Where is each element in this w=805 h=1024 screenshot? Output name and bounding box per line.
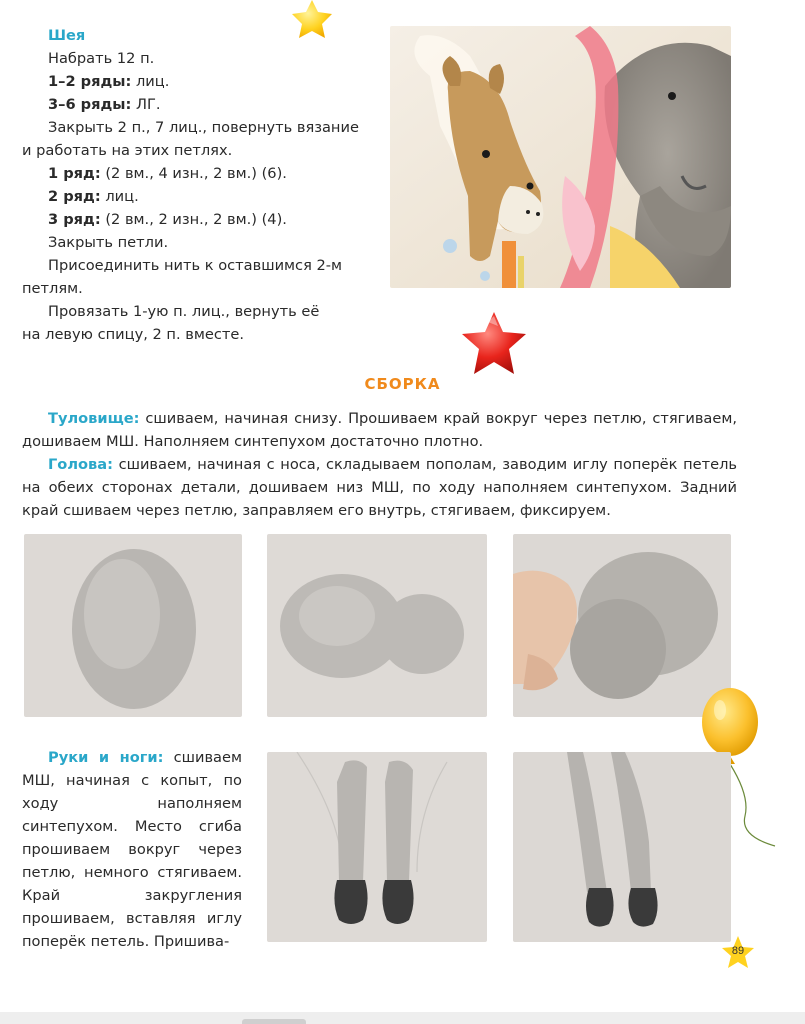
head-photo [267,534,487,717]
head-stitching-photo [513,534,731,717]
neck-line: Закрыть петли. [48,234,169,251]
page-number-badge [720,935,756,971]
neck-line: Закрыть 2 п., 7 лиц., повернуть вязание [48,119,359,136]
neck-line: Набрать 12 п. [48,50,155,67]
neck-line: 3 ряд: (2 вм., 2 изн., 2 вм.) (4). [48,211,287,228]
red-star-decoration [460,312,528,378]
scroll-handle[interactable] [242,1019,306,1024]
horse-toys-photo [390,26,731,288]
legs-photo-2 [513,752,731,942]
bottom-bar [0,1012,805,1024]
neck-line: и работать на этих петлях. [22,142,233,159]
neck-line: 1–2 ряды: лиц. [48,73,170,90]
neck-line: 3–6 ряды: ЛГ. [48,96,161,113]
torso-paragraph: Туловище: сшиваем, начиная снизу. Прошиваем край вокруг через петлю, стягиваем, дошиваем МШ. Наполняем синтепухом достаточно плотно. [22,410,737,450]
head-paragraph: Голова: сшиваем, начиная с носа, складываем пополам, заводим иглу поперёк петель на обеих сторонах детали, дошиваем низ МШ, по ходу наполняем синтепухом. Задний край сшиваем через петлю, заправляем его внутрь, стягиваем, фиксируем. [22,456,737,519]
neck-line: Присоединить нить к оставшимся 2-м [48,257,343,274]
neck-instructions [22,24,367,346]
torso-photo [24,534,242,717]
neck-line: на левую спицу, 2 п. вместе. [22,326,244,343]
limbs-paragraph: Руки и ноги: сшиваем МШ, начиная с копыт, по ходу наполняем синтепухом. Место сгиба прошиваем вокруг через петлю, немного стягиваем. Край закругления прошиваем, вставляя иглу поперёк петель. Пришива- [22,749,242,950]
neck-heading: Шея [48,27,86,44]
neck-line: 2 ряд: лиц. [48,188,139,205]
page-number: 89 [731,945,745,957]
neck-line: 1 ряд: (2 вм., 4 изн., 2 вм.) (6). [48,165,287,182]
legs-photo-1 [267,752,487,942]
section-title: СБОРКА [364,375,441,393]
neck-line: Провязать 1-ую п. лиц., вернуть её [48,303,320,320]
neck-line: петлям. [22,280,83,297]
assembly-text [22,407,737,522]
